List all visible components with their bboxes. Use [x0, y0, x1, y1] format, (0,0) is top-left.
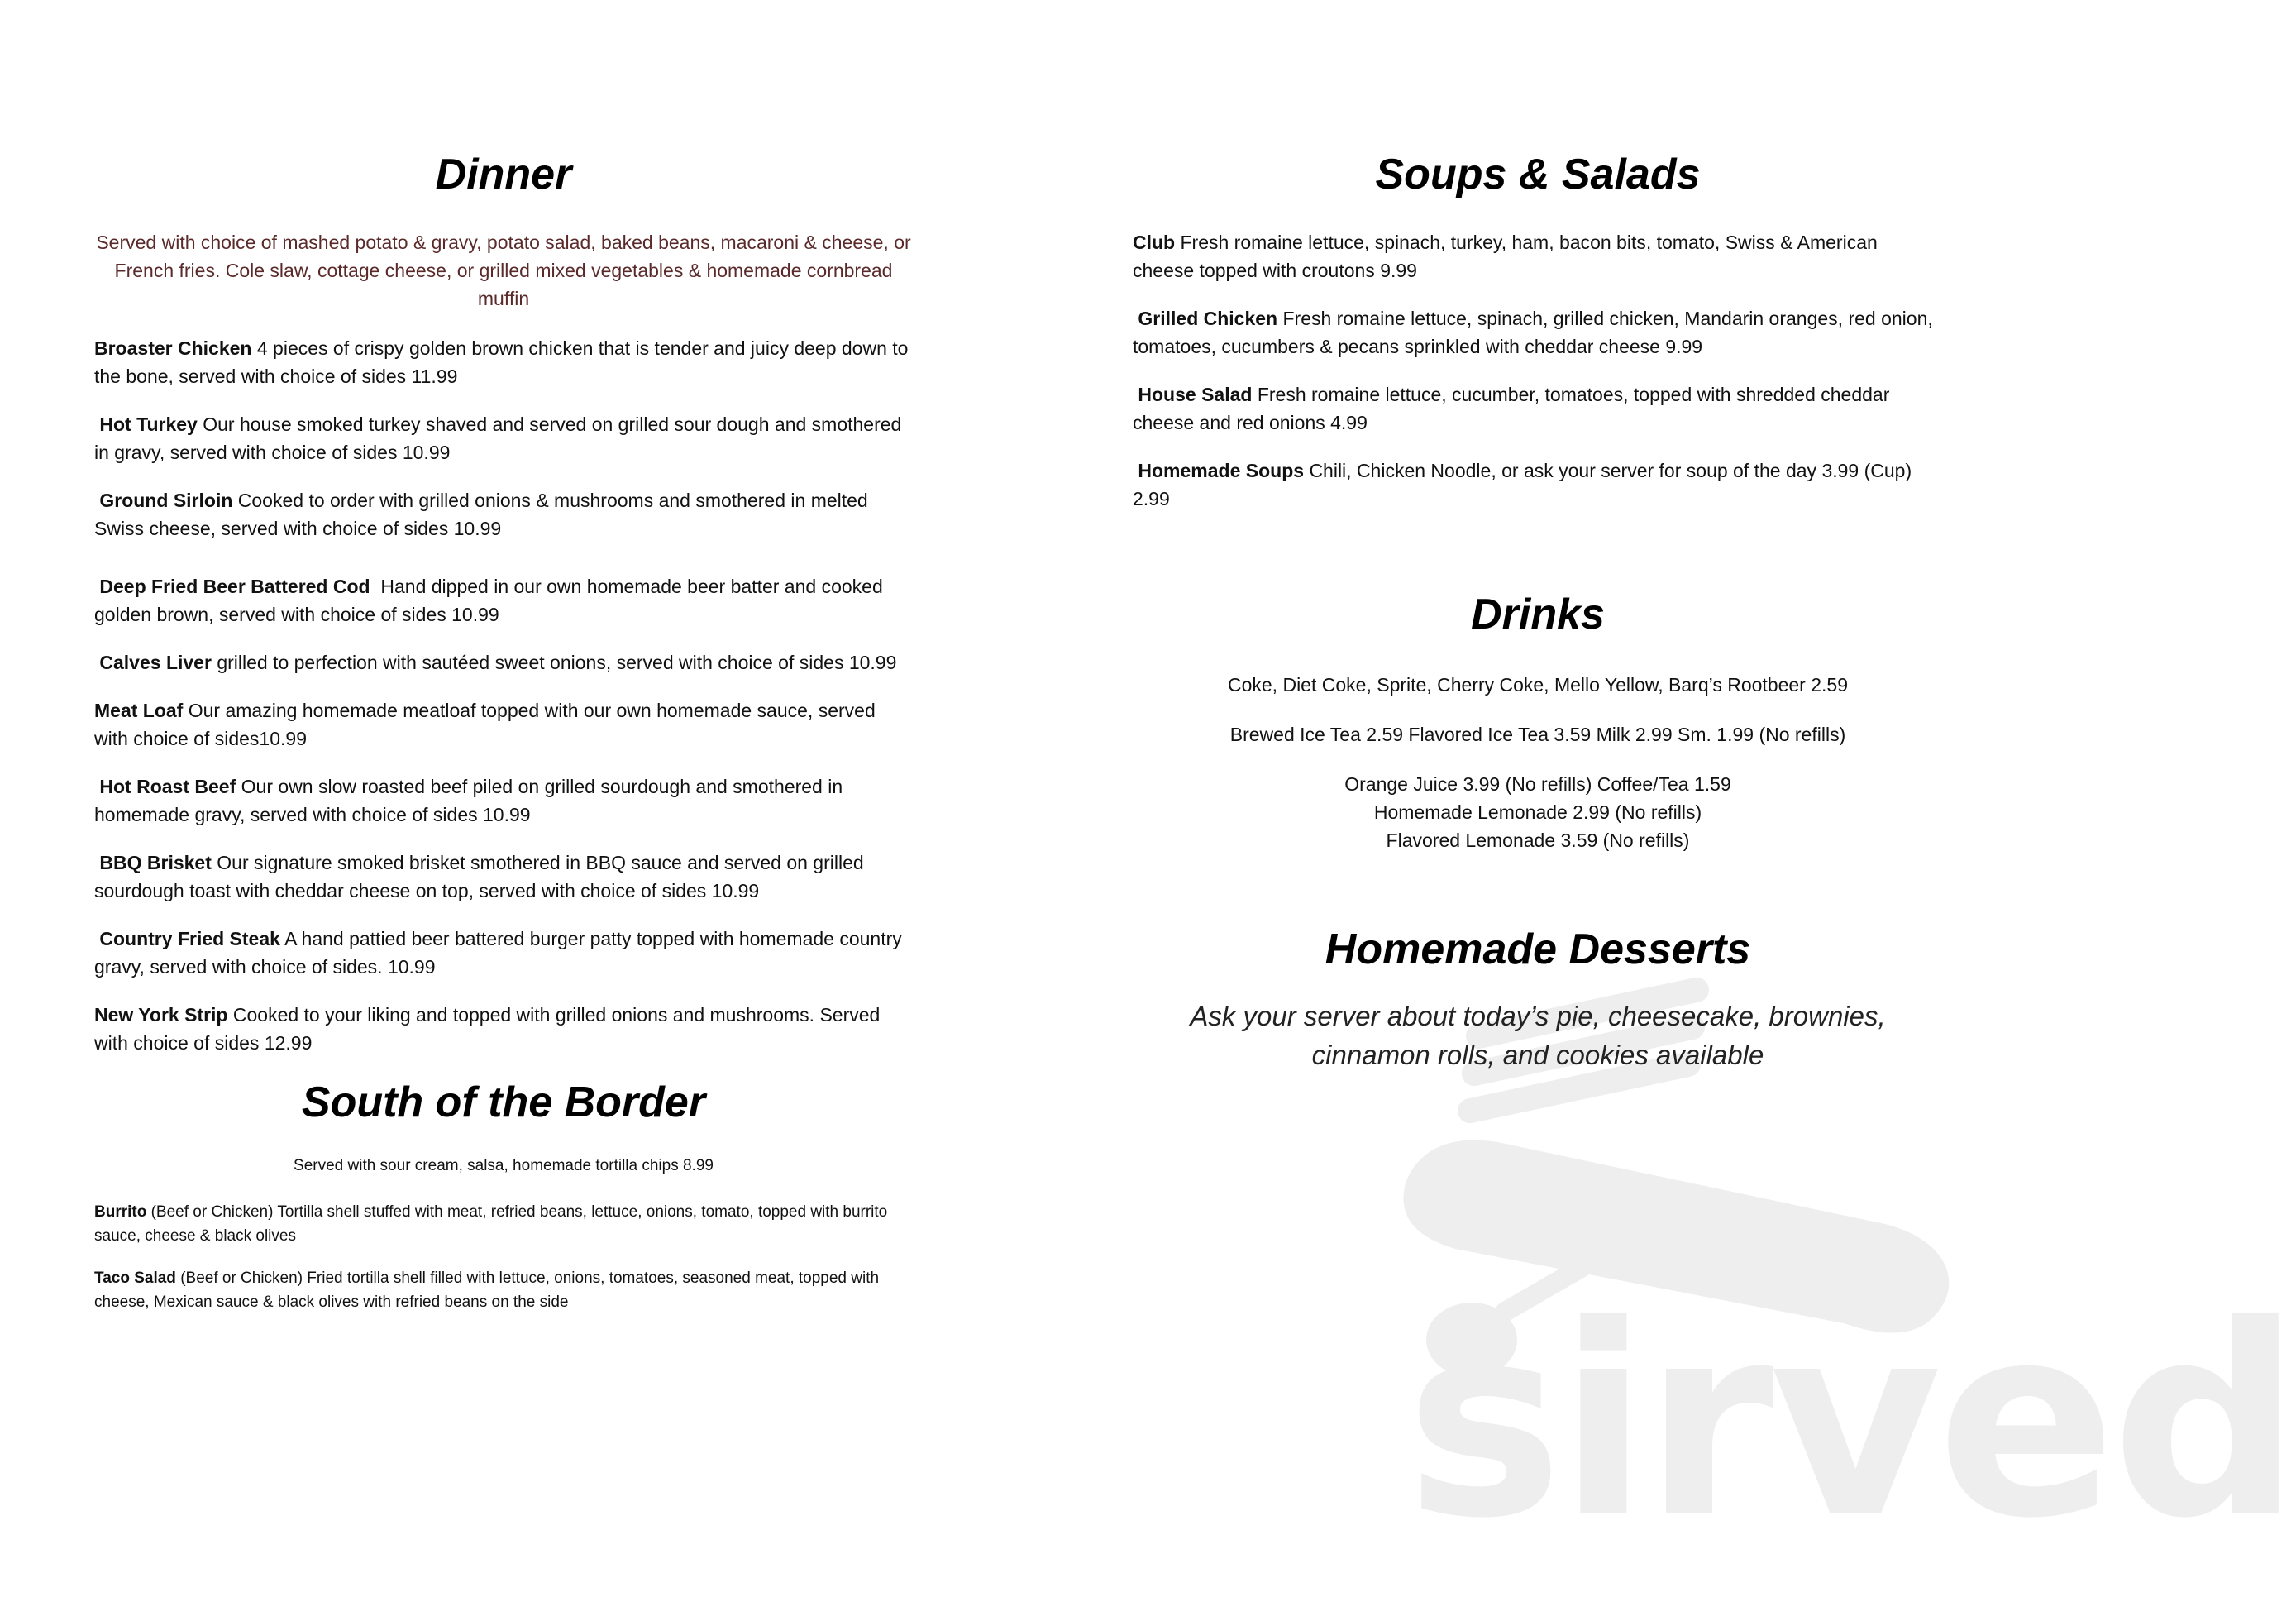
- list-item: Hot Roast Beef Our own slow roasted beef piled on grilled sourdough and smothered in homemade gravy, served with choice of sides 10.99: [94, 776, 843, 826]
- list-item: Grilled Chicken Fresh romaine lettuce, spinach, grilled chicken, Mandarin oranges, red onion, tomatoes, cucumbers & pecans sprinkled with cheddar cheese 9.99: [1133, 308, 1933, 358]
- desserts-note: Ask your server about today’s pie, cheesecake, brownies, cinnamon rolls, and cookies available: [1190, 1001, 1886, 1071]
- dinner-list: [94, 334, 913, 1057]
- drinks-teas: Brewed Ice Tea 2.59 Flavored Ice Tea 3.59 Milk 2.99 Sm. 1.99 (No refills): [1229, 723, 1846, 745]
- list-item: Hot Turkey Our house smoked turkey shaved and served on grilled sour dough and smothered in gravy, served with choice of sides 10.99: [94, 414, 902, 464]
- left-column: [94, 149, 913, 1332]
- list-item: Homemade Soups Chili, Chicken Noodle, or ask your server for soup of the day 3.99 (Cup) 2.99: [1133, 460, 1912, 510]
- desserts-heading: Homemade Desserts: [1325, 925, 1751, 973]
- list-item: New York Strip Cooked to your liking and topped with grilled onions and mushrooms. Served with choice of sides 12.99: [94, 1004, 881, 1054]
- border-list: [94, 1200, 913, 1314]
- soups-salads-heading: Soups & Salads: [1375, 151, 1701, 198]
- list-item: Meat Loaf Our amazing homemade meatloaf topped with our own homemade sauce, served with choice of sides10.99: [94, 700, 876, 750]
- list-item: Broaster Chicken 4 pieces of crispy golden brown chicken that is tender and juicy deep down to the bone, served with choice of sides 11.99: [94, 337, 909, 388]
- list-item: Ground Sirloin Cooked to order with grilled onions & mushrooms and smothered in melted Swiss cheese, served with choice of sides 10.99: [94, 490, 868, 540]
- list-item: Deep Fried Beer Battered Cod Hand dipped in our own homemade beer batter and cooked golden brown, served with choice of sides 10.99: [94, 576, 883, 626]
- list-item: Burrito (Beef or Chicken) Tortilla shell stuffed with meat, refried beans, lettuce, onions, tomato, topped with burrito sauce, cheese & black olives: [94, 1203, 888, 1245]
- soups-list: [1133, 228, 1943, 513]
- dinner-heading: Dinner: [435, 151, 572, 198]
- drinks-other: Orange Juice 3.99 (No refills) Coffee/Tea 1.59 Homemade Lemonade 2.99 (No refills) Flavored Lemonade 3.59 (No refills): [1344, 772, 1731, 851]
- dinner-intro: Served with choice of mashed potato & gravy, potato salad, baked beans, macaroni & cheese, or French fries. Cole slaw, cottage cheese, or grilled mixed vegetables & homemade cornbread muffin: [96, 232, 911, 310]
- south-of-the-border-heading: South of the Border: [301, 1078, 706, 1127]
- list-item: Country Fried Steak A hand pattied beer battered burger patty topped with homemade country gravy, served with choice of sides. 10.99: [94, 928, 902, 978]
- drinks-heading: Drinks: [1471, 591, 1605, 639]
- list-item: BBQ Brisket Our signature smoked brisket smothered in BBQ sauce and served on grilled sourdough toast with cheddar cheese on top, served with choice of sides 10.99: [94, 852, 864, 902]
- list-item: Taco Salad (Beef or Chicken) Fried tortilla shell filled with lettuce, onions, tomatoes, seasoned meat, topped with cheese, Mexican sauce & black olives with refried beans on the side: [94, 1269, 880, 1311]
- watermark-logo: sirved: [1406, 1269, 2296, 1576]
- list-item: Calves Liver grilled to perfection with sautéed sweet onions, served with choice of sides 10.99: [99, 652, 897, 674]
- drinks-sodas: Coke, Diet Coke, Sprite, Cherry Coke, Mello Yellow, Barq’s Rootbeer 2.59: [1227, 673, 1848, 696]
- border-intro: Served with sour cream, salsa, homemade tortilla chips 8.99: [294, 1156, 714, 1174]
- list-item: House Salad Fresh romaine lettuce, cucumber, tomatoes, topped with shredded cheddar cheese and red onions 4.99: [1133, 384, 1890, 434]
- right-column: [1133, 149, 1943, 1102]
- list-item: Club Fresh romaine lettuce, spinach, turkey, ham, bacon bits, tomato, Swiss & American cheese topped with croutons 9.99: [1133, 232, 1878, 282]
